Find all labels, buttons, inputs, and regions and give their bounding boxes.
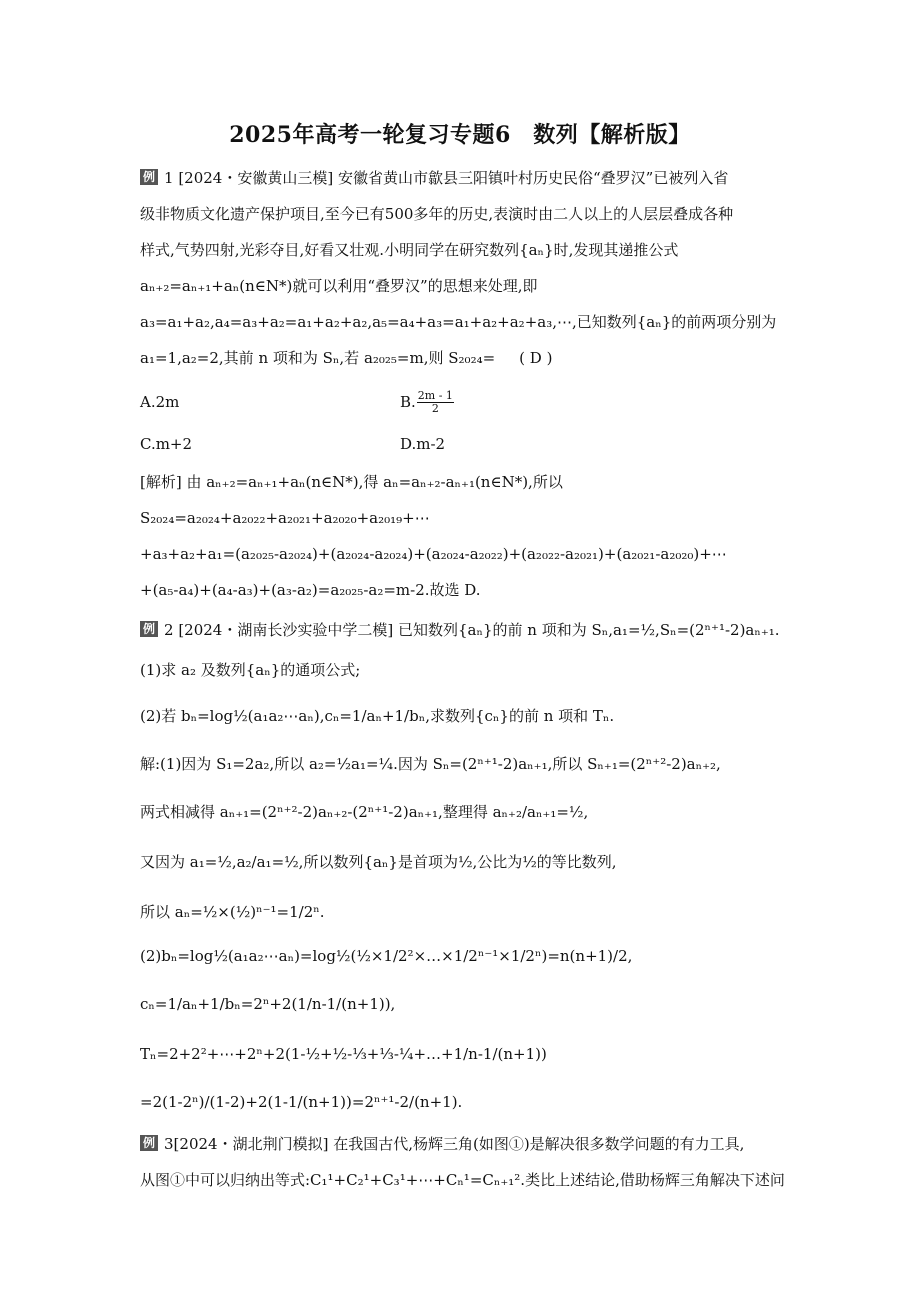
example-1-line-1: 例 1 [2024・安徽黄山三模] 安徽省黄山市歙县三阳镇叶村历史民俗“叠罗汉”已被列入省	[140, 168, 728, 188]
answer-choice: ( D )	[519, 349, 553, 367]
example-1-line-6: a₁=1,a₂=2,其前 n 项和为 Sₙ,若 a₂₀₂₅=m,则 S₂₀₂₄= ( D )	[140, 349, 553, 367]
option-a: A.2m	[140, 392, 180, 411]
solution-2-line-8: =2(1-2ⁿ)/(1-2)+2(1-1/(n+1))=2ⁿ⁺¹-2/(n+1).	[140, 1093, 463, 1111]
example-3-line-1: 例 3[2024・湖北荆门模拟] 在我国古代,杨辉三角(如图①)是解决很多数学问题的有力工具,	[140, 1134, 744, 1154]
solution-1-line-3: +a₃+a₂+a₁=(a₂₀₂₅-a₂₀₂₄)+(a₂₀₂₄-a₂₀₂₄)+(a₂₀₂₄-a₂₀₂₂)+(a₂₀₂₂-a₂₀₂₁)+(a₂₀₂₁-a₂₀₂₀)+⋯	[140, 545, 727, 563]
option-b: B. $\frac{2m - 1}{2}$	[400, 389, 453, 415]
example-1-line-3: 样式,气势四射,光彩夺目,好看又壮观.小明同学在研究数列{aₙ}时,发现其递推公式	[140, 241, 679, 259]
example-3-line-2: 从图①中可以归纳出等式:C₁¹+C₂¹+C₃¹+⋯+Cₙ¹=Cₙ₊₁².类比上述结论,借助杨辉三角解决下述问	[140, 1171, 785, 1189]
solution-1-line-2: S₂₀₂₄=a₂₀₂₄+a₂₀₂₂+a₂₀₂₁+a₂₀₂₀+a₂₀₁₉+⋯	[140, 509, 430, 527]
example-badge: 例	[140, 1135, 158, 1151]
option-c: C.m+2	[140, 435, 193, 453]
solution-2-line-3: 又因为 a₁=½,a₂/a₁=½,所以数列{aₙ}是首项为½,公比为½的等比数列,	[140, 853, 617, 871]
solution-1-line-4: +(a₅-a₄)+(a₄-a₃)+(a₃-a₂)=a₂₀₂₅-a₂=m-2.故选 D.	[140, 581, 481, 599]
option-d: D.m-2	[400, 435, 446, 453]
solution-1-line-1: [解析] 由 aₙ₊₂=aₙ₊₁+aₙ(n∈N*),得 aₙ=aₙ₊₂-aₙ₊₁(n∈N*),所以	[140, 473, 563, 491]
solution-2-line-5: (2)bₙ=log½(a₁a₂⋯aₙ)=log½(½×1/2²×…×1/2ⁿ⁻¹×1/2ⁿ)=n(n+1)/2,	[140, 947, 633, 965]
solution-2-line-7: Tₙ=2+2²+⋯+2ⁿ+2(1-½+½-⅓+⅓-¼+…+1/n-1/(n+1))	[140, 1045, 547, 1063]
solution-2-line-6: cₙ=1/aₙ+1/bₙ=2ⁿ+2(1/n-1/(n+1)),	[140, 995, 396, 1013]
page-title: 2025年高考一轮复习专题6 数列【解析版】	[229, 122, 691, 148]
solution-2-line-4: 所以 aₙ=½×(½)ⁿ⁻¹=1/2ⁿ.	[140, 903, 325, 921]
example-2-line-1: 例 2 [2024・湖南长沙实验中学二模] 已知数列{aₙ}的前 n 项和为 Sₙ,a₁=½,Sₙ=(2ⁿ⁺¹-2)aₙ₊₁.	[140, 620, 780, 640]
example-1-line-5: a₃=a₁+a₂,a₄=a₃+a₂=a₁+a₂+a₂,a₅=a₄+a₃=a₁+a₂+a₂+a₃,⋯,已知数列{aₙ}的前两项分别为	[140, 313, 777, 331]
example-1-line-4: aₙ₊₂=aₙ₊₁+aₙ(n∈N*)就可以利用“叠罗汉”的思想来处理,即	[140, 277, 538, 295]
example-badge: 例	[140, 621, 158, 637]
options-row-2	[140, 434, 445, 454]
options-row-1	[140, 390, 455, 415]
example-2-question-2: (2)若 bₙ=log½(a₁a₂⋯aₙ),cₙ=1/aₙ+1/bₙ,求数列{cₙ}的前 n 项和 Tₙ.	[140, 707, 615, 725]
example-1-line-2: 级非物质文化遗产保护项目,至今已有500多年的历史,表演时由二人以上的人层层叠成各种	[140, 205, 734, 223]
solution-2-line-1: 解:(1)因为 S₁=2a₂,所以 a₂=½a₁=¼.因为 Sₙ=(2ⁿ⁺¹-2)aₙ₊₁,所以 Sₙ₊₁=(2ⁿ⁺²-2)aₙ₊₂,	[140, 755, 721, 773]
solution-2-line-2: 两式相减得 aₙ₊₁=(2ⁿ⁺²-2)aₙ₊₂-(2ⁿ⁺¹-2)aₙ₊₁,整理得 aₙ₊₂/aₙ₊₁=½,	[140, 803, 589, 821]
example-2-question-1: (1)求 a₂ 及数列{aₙ}的通项公式;	[140, 661, 361, 679]
example-badge: 例	[140, 169, 158, 185]
